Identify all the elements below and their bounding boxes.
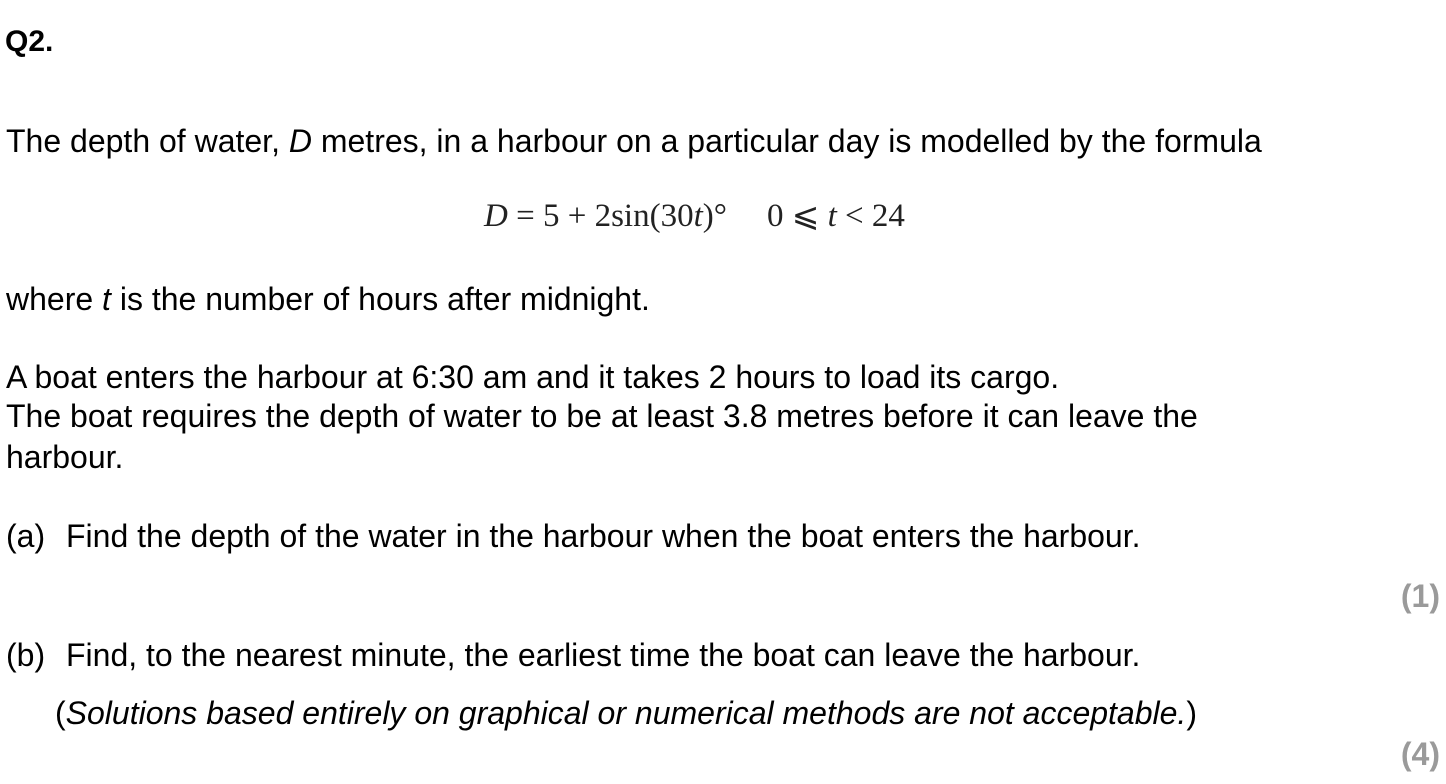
part-b-note — [55, 694, 1197, 732]
where-text-start: where — [6, 281, 103, 317]
note-open-paren: ( — [55, 695, 66, 731]
context-line-3: harbour. — [6, 439, 124, 475]
intro-text-start: The depth of water, — [6, 123, 289, 159]
part-b-marks: (4) — [1400, 736, 1440, 772]
part-a — [6, 517, 1141, 555]
depth-formula — [484, 196, 905, 236]
note-close-paren: ) — [1186, 695, 1197, 731]
part-b-text: Find, to the nearest minute, the earliest time the boat can leave the harbour. — [66, 637, 1141, 673]
formula-rhs-1: = 5 + 2 — [507, 198, 612, 234]
part-b — [6, 636, 1140, 674]
formula-domain-1: 0 ⩽ — [766, 198, 828, 234]
part-a-marks: (1) — [1400, 578, 1440, 614]
formula-domain-t: t — [827, 198, 837, 234]
part-a-text: Find the depth of the water in the harbour when the boat enters the harbour. — [66, 518, 1141, 554]
part-b-label: (b) — [6, 637, 46, 673]
context-line-1: A boat enters the harbour at 6:30 am and it takes 2 hours to load its cargo. — [6, 359, 1060, 395]
variable-t: t — [102, 281, 111, 317]
question-number: Q2. — [5, 25, 54, 58]
note-text: Solutions based entirely on graphical or numerical methods are not acceptable. — [65, 695, 1187, 731]
formula-sin: sin — [611, 198, 650, 234]
part-a-label: (a) — [6, 518, 46, 554]
intro-text — [6, 122, 1262, 160]
formula-rhs-2: (30 — [649, 198, 694, 234]
context-line-2: The boat requires the depth of water to be at least 3.8 metres before it can leave the — [6, 398, 1198, 434]
intro-text-end: metres, in a harbour on a particular day is modelled by the formula — [311, 123, 1262, 159]
formula-lhs: D — [484, 198, 508, 234]
where-text — [6, 280, 650, 318]
formula-rhs-3: )° — [702, 198, 727, 234]
formula-domain-2: < 24 — [836, 198, 905, 234]
variable-d: D — [288, 123, 312, 159]
formula-t: t — [693, 198, 703, 234]
where-text-end: is the number of hours after midnight. — [110, 281, 650, 317]
